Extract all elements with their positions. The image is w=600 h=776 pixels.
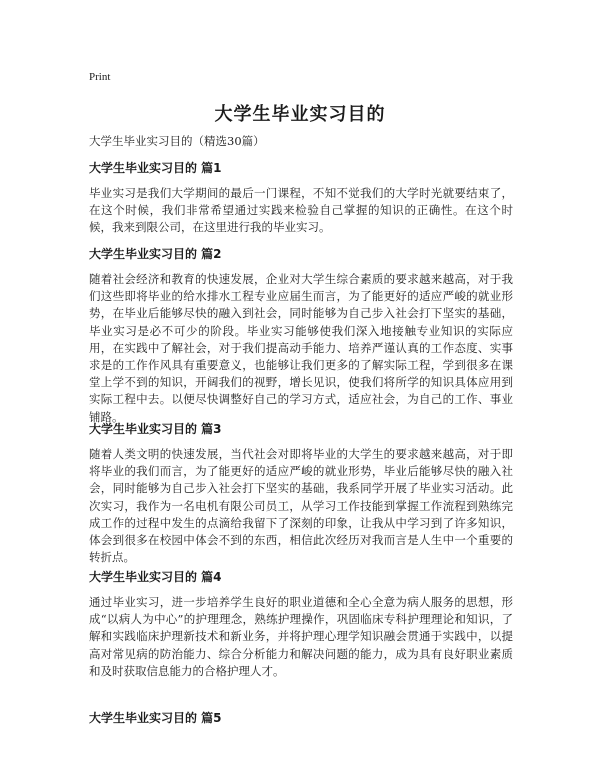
print-link[interactable]: Print [89, 71, 111, 83]
section-body-4: 通过毕业实习，进一步培养学生良好的职业道德和全心全意为病人服务的思想，形成“以病人为中心”的护理理念，熟练护理操作，巩固临床专科护理理论和知识，了解和实践临床护理新技术和新业务，并将护理心理学知识融会贯通于实践中，以提高对常见病的防治能力、综合分析能力和解决问题的能力，成为具有良好职业素质和及时获取信息能力的合格护理人才。 [89, 595, 513, 678]
section-heading-2: 大学生毕业实习目的 篇2 [89, 247, 222, 261]
section-body-2: 随着社会经济和教育的快速发展，企业对大学生综合素质的要求越来越高，对于我们这些即将毕业的给水排水工程专业应届生而言，为了能更好的适应严峻的就业形势，在毕业后能够尽快的融入到社会，同时能够为自己步入社会打下坚实的基础，毕业实习是必不可少的阶段。毕业实习能够使我们深入地接触专业知识的实际应用，在实践中了解社会，对于我们提高动手能力、培养严谨认真的工作态度、实事求是的工作作风具有重要意义，也能够让我们更多的了解实际工程，学到很多在课堂上学不到的知识，开阔我们的视野，增长见识，使我们将所学的知识具体应用到实际工程中去。以便尽快调整好自己的学习方式，适应社会，为自己的工作、事业铺路。 [89, 272, 513, 424]
document-subtitle: 大学生毕业实习目的（精选30篇） [89, 134, 265, 148]
section-body-1: 毕业实习是我们大学期间的最后一门课程，不知不觉我们的大学时光就要结束了，在这个时候，我们非常希望通过实践来检验自己掌握的知识的正确性。在这个时候，我来到限公司，在这里进行我的毕业实习。 [89, 186, 513, 235]
section-heading-1: 大学生毕业实习目的 篇1 [89, 161, 222, 175]
section-heading-4: 大学生毕业实习目的 篇4 [89, 570, 222, 584]
section-heading-3: 大学生毕业实习目的 篇3 [89, 422, 222, 436]
document-title: 大学生毕业实习目的 [214, 104, 386, 125]
section-heading-5: 大学生毕业实习目的 篇5 [89, 711, 222, 725]
section-body-3: 随着人类文明的快速发展，当代社会对即将毕业的大学生的要求越来越高，对于即将毕业的我们而言，为了能更好的适应严峻的就业形势，毕业后能够尽快的融入社会，同时能够为自己步入社会打下坚实的基础，我系同学开展了毕业实习活动。此次实习，我作为一名电机有限公司员工，从学习工作技能到掌握工作流程到熟练完成工作的过程中发生的点滴给我留下了深刻的印象，让我从中学习到了许多知识，体会到很多在校园中体会不到的东西，相信此次经历对我而言是人生中一个重要的转折点。 [89, 447, 513, 565]
